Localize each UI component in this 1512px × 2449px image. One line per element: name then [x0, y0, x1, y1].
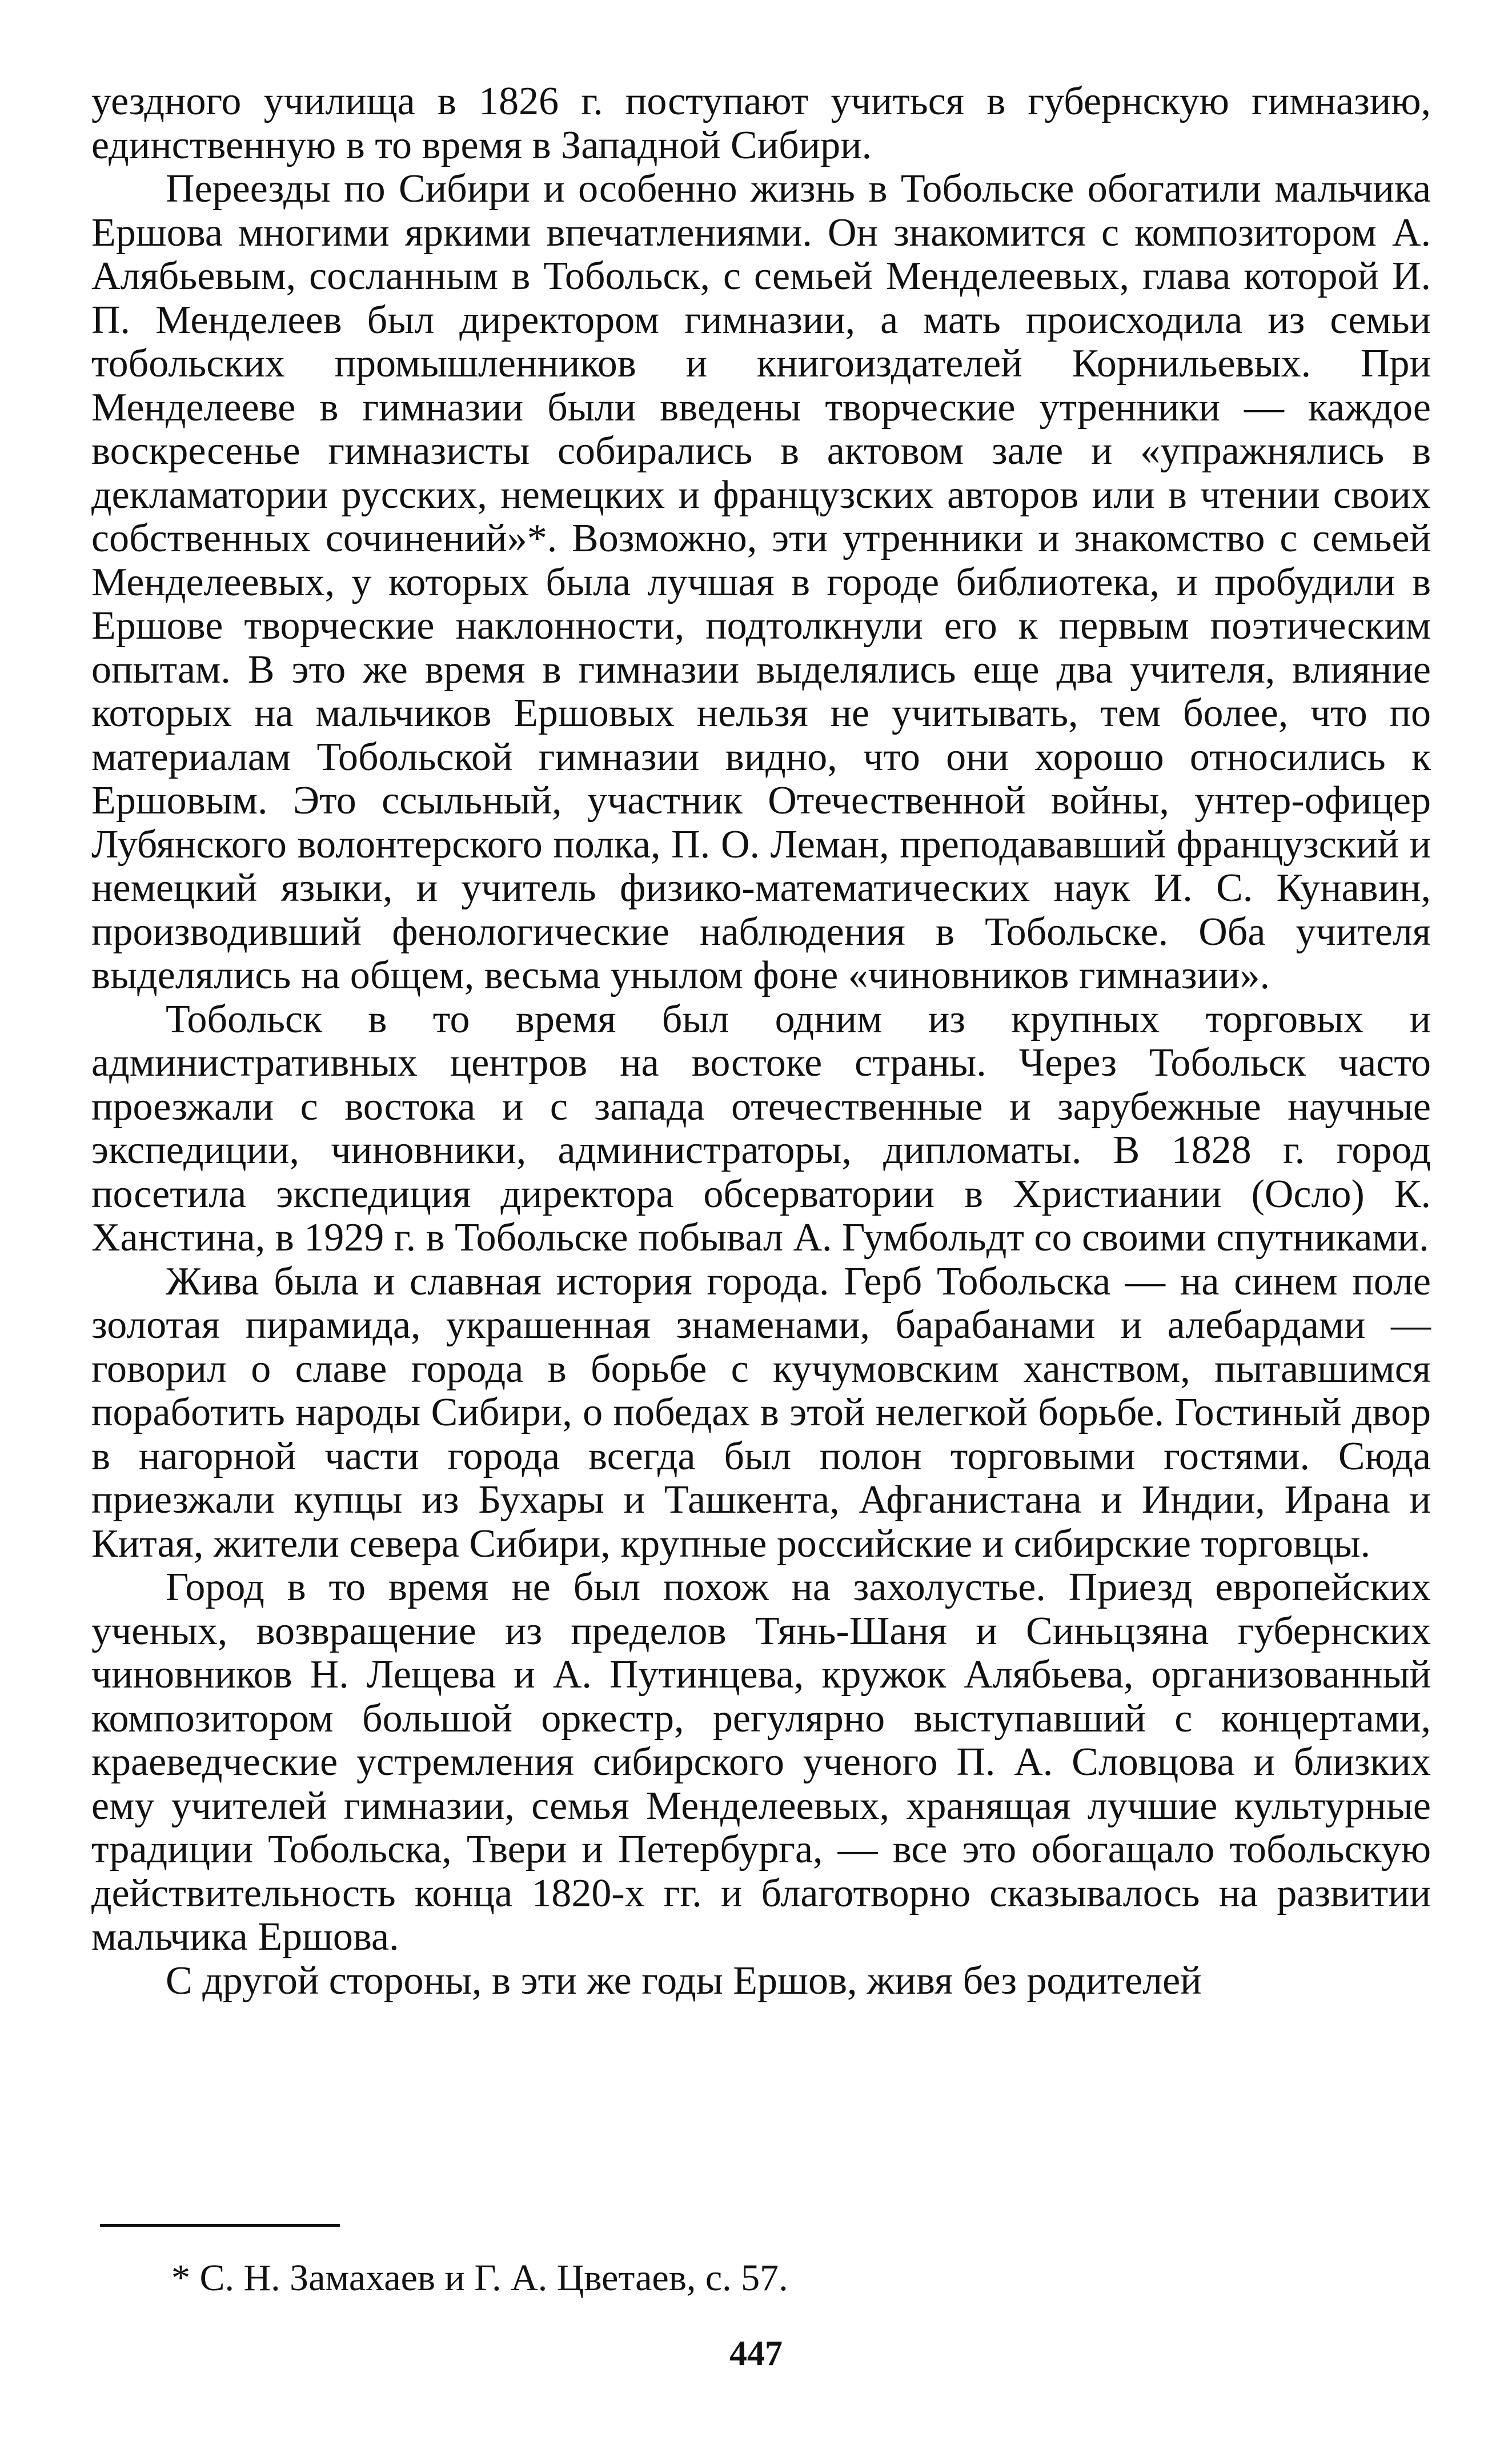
paragraph-2: Переезды по Сибири и особенно жизнь в Тобольске обогатили мальчика Ершова многими яркими впечатлениями. Он знакомится с композитором А. Алябьевым, сосланным в Тобольск, с семьей Менделеевых, глава которой И. П. Менделеев был директором гимназии, а мать происходила из семьи тобольских промышленников и книгоиздателей Корнильевых. При Менделееве в гимназии были введены творческие утренники — каждое воскресенье гимназисты собирались в актовом зале и «упражнялись в декламатории русских, немецких и французских авторов или в чтении своих собственных сочинений»*. Возможно, эти утренники и знакомство с семьей Менделеевых, у которых была лучшая в городе библиотека, и пробудили в Ершове творческие наклонности, подтолкнули его к первым поэтическим опытам. В это же время в гимназии выделялись еще два учителя, влияние которых на мальчиков Ершовых нельзя не учитывать, тем более, что по материалам Тобольской гимназии видно, что они хорошо относились к Ершовым. Это ссыльный, участник Отечественной войны, унтер-офицер Лубянского волонтерского полка, П. О. Леман, преподававший французский и немецкий языки, и учитель физико-математических наук И. С. Кунавин, производивший фенологические наблюдения в Тобольске. Оба учителя выделялись на общем, весьма унылом фоне «чиновников гимназии».	[91, 167, 1431, 997]
footnote: * С. Н. Замахаев и Г. А. Цветаев, с. 57.	[171, 2257, 788, 2299]
paragraph-5: Город в то время не был похож на захолустье. Приезд европейских ученых, возвращение из пределов Тянь-Шаня и Синьцзяна губернских чиновников Н. Лещева и А. Путинцева, кружок Алябьева, организованный композитором большой оркестр, регулярно выступавший с концертами, краеведческие устремления сибирского ученого П. А. Словцова и близких ему учителей гимназии, семья Менделеевых, хранящая лучшие культурные традиции Тобольска, Твери и Петербурга, — все это обогащало тобольскую действительность конца 1820-х гг. и благотворно сказывалось на развитии мальчика Ершова.	[91, 1565, 1431, 1959]
paragraph-3: Тобольск в то время был одним из крупных торговых и административных центров на востоке страны. Через Тобольск часто проезжали с востока и с запада отечественные и зарубежные научные экспедиции, чиновники, администраторы, дипломаты. В 1828 г. город посетила экспедиция директора обсерватории в Христиании (Осло) К. Ханстина, в 1929 г. в Тобольске побывал А. Гумбольдт со своими спутниками.	[91, 997, 1431, 1260]
paragraph-4: Жива была и славная история города. Герб Тобольска — на синем поле золотая пирамида, украшенная знаменами, барабанами и алебардами — говорил о славе города в борьбе с кучумовским ханством, пытавшимся поработить народы Сибири, о победах в этой нелегкой борьбе. Гостиный двор в нагорной части города всегда был полон торговыми гостями. Сюда приезжали купцы из Бухары и Ташкента, Афганистана и Индии, Ирана и Китая, жители севера Сибири, крупные российские и сибирские торговцы.	[91, 1259, 1431, 1566]
paragraph-6: С другой стороны, в эти же годы Ершов, живя без родителей	[166, 1958, 1202, 2003]
page-body	[91, 80, 1431, 2003]
footnote-divider	[100, 2224, 340, 2227]
paragraph-1: уездного училища в 1826 г. поступают учиться в губернскую гимназию, единственную в то время в Западной Сибири.	[91, 79, 1431, 167]
page-number: 447	[729, 2334, 783, 2373]
